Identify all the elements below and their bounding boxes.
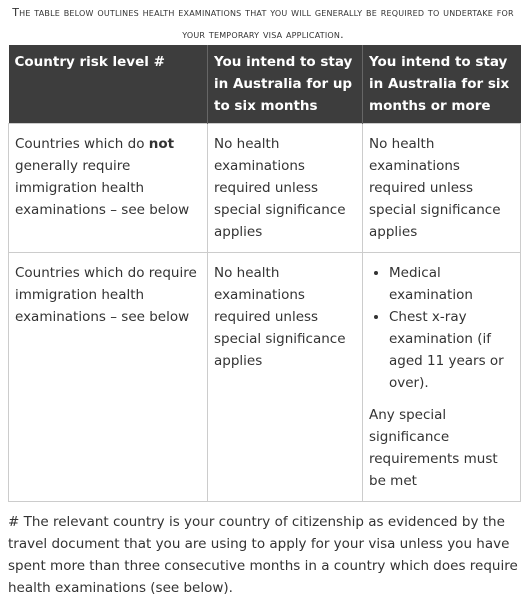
requirements-list [369, 262, 514, 394]
requirement-medical-examination: • Medical examination [389, 262, 514, 306]
row2-long-stay-cell [363, 253, 521, 502]
health-examinations-table [8, 45, 521, 502]
row1-long-stay-cell: No health examinations required unless special significance applies [363, 124, 521, 253]
row2-country-risk-cell: Countries which do require immigration health examinations – see below [9, 253, 208, 502]
footnote: # The relevant country is your country of citizenship as evidenced by the travel document that you are using to apply for your visa unless you have spent more than three consecutive months in a country which does require health examinations (see below). [8, 514, 518, 596]
row2-short-stay-cell: No health examinations required unless special significance applies [208, 253, 363, 502]
requirement-chest-x-ray: • Chest x-ray examination (if aged 11 years or over). [389, 306, 514, 394]
table-row [9, 124, 521, 253]
row1-country-text-start: Countries which do [15, 136, 149, 152]
table-header-row [9, 45, 521, 124]
header-country-risk-level: Country risk level # [9, 45, 208, 124]
special-significance-note: Any special significance requirements must be met [369, 407, 498, 489]
header-stay-up-to-six-months: You intend to stay in Australia for up to six months [208, 45, 363, 124]
table-row [9, 253, 521, 502]
row1-country-risk-cell [9, 124, 208, 253]
row1-country-text-end: generally require immigration health examinations – see below [15, 158, 190, 218]
row1-short-stay-cell: No health examinations required unless special significance applies [208, 124, 363, 253]
table-caption: The table below outlines health examinations that you will generally be required to undertake for your temporary visa application. [12, 6, 514, 41]
row1-country-text-not: not [148, 136, 175, 152]
header-stay-six-months-or-more: You intend to stay in Australia for six months or more [363, 45, 521, 124]
